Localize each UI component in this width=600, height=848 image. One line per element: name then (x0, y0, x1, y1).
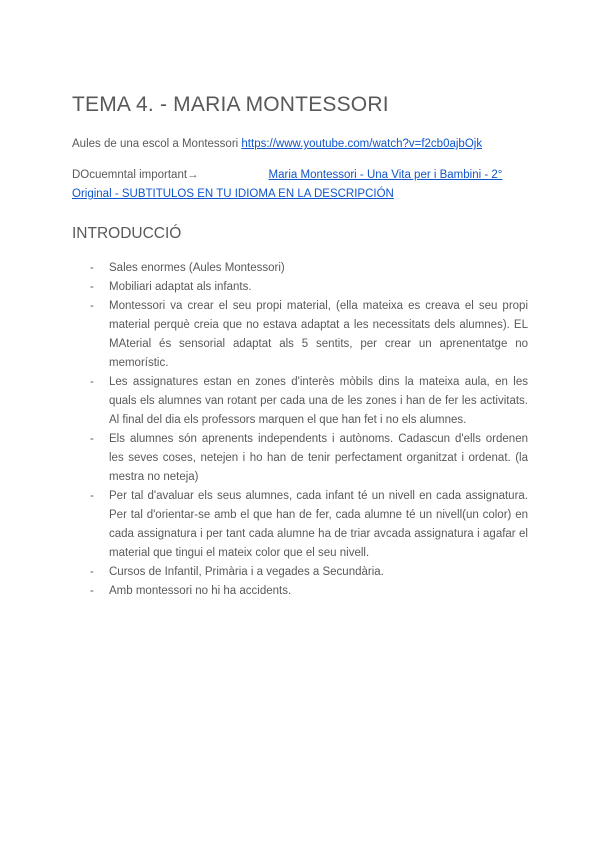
intro-text: Aules de una escol a Montessori (72, 138, 242, 150)
youtube-link[interactable]: https://www.youtube.com/watch?v=f2cb0ajbOjk (241, 138, 483, 150)
bullet-marker: - (90, 300, 94, 312)
list-item: - Montessori va crear el seu propi material, (ella mateixa es creava el seu propi material perquè creia que no estava adaptat a les necessitats dels alumnes). EL MAterial és sensorial adaptat als 5 sentits, per crear un aprenentatge no memorístic. (72, 297, 528, 373)
page-title: TEMA 4. - MARIA MONTESSORI (72, 93, 389, 116)
bullet-marker: - (90, 490, 94, 502)
bullet-list (72, 259, 528, 601)
bullet-marker: - (90, 566, 94, 578)
bullet-marker: - (90, 433, 94, 445)
documentary-label: DOcuemntal important→ (72, 169, 199, 181)
list-item: - Mobiliari adaptat als infants. (72, 278, 528, 297)
list-item: - Per tal d'avaluar els seus alumnes, cada infant té un nivell en cada assignatura. Per tal d'orientar-se amb el que han de fer, cada alumne té un nivell(un color) en cada assignatura i per tant cada alumne ha de triar avcada assignatura i agafar el material que tingui el mateix color que el seu nivell. (72, 487, 528, 563)
bullet-marker: - (90, 376, 94, 388)
list-item: - Sales enormes (Aules Montessori) (72, 259, 528, 278)
list-item: - Amb montessori no hi ha accidents. (72, 582, 528, 601)
bullet-marker: - (90, 585, 94, 597)
list-item: - Els alumnes són aprenents independents i autònoms. Cadascun d'ells ordenen les seves coses, netejen i ho han de tenir perfectament organitzat i ordenat. (la mestra no neteja) (72, 430, 528, 487)
documentary-line (72, 166, 528, 204)
section-heading: INTRODUCCIÓ (72, 225, 182, 242)
bullet-marker: - (90, 262, 94, 274)
list-item: - Cursos de Infantil, Primària i a vegades a Secundària. (72, 563, 528, 582)
list-item: - Les assignatures estan en zones d'interès mòbils dins la mateixa aula, en les quals els alumnes van rotant per cada una de les zones i han de fer les activitats. Al final del dia els professors marquen el que han fet i no els alumnes. (72, 373, 528, 430)
documentary-link-text[interactable]: Maria Montessori - Una Vita per i Bambini - 2° Original - SUBTITULOS EN TU IDIOMA EN LA DESCRIPCIÓN (72, 169, 503, 200)
bullet-marker: - (90, 281, 94, 293)
intro-line (72, 135, 528, 154)
